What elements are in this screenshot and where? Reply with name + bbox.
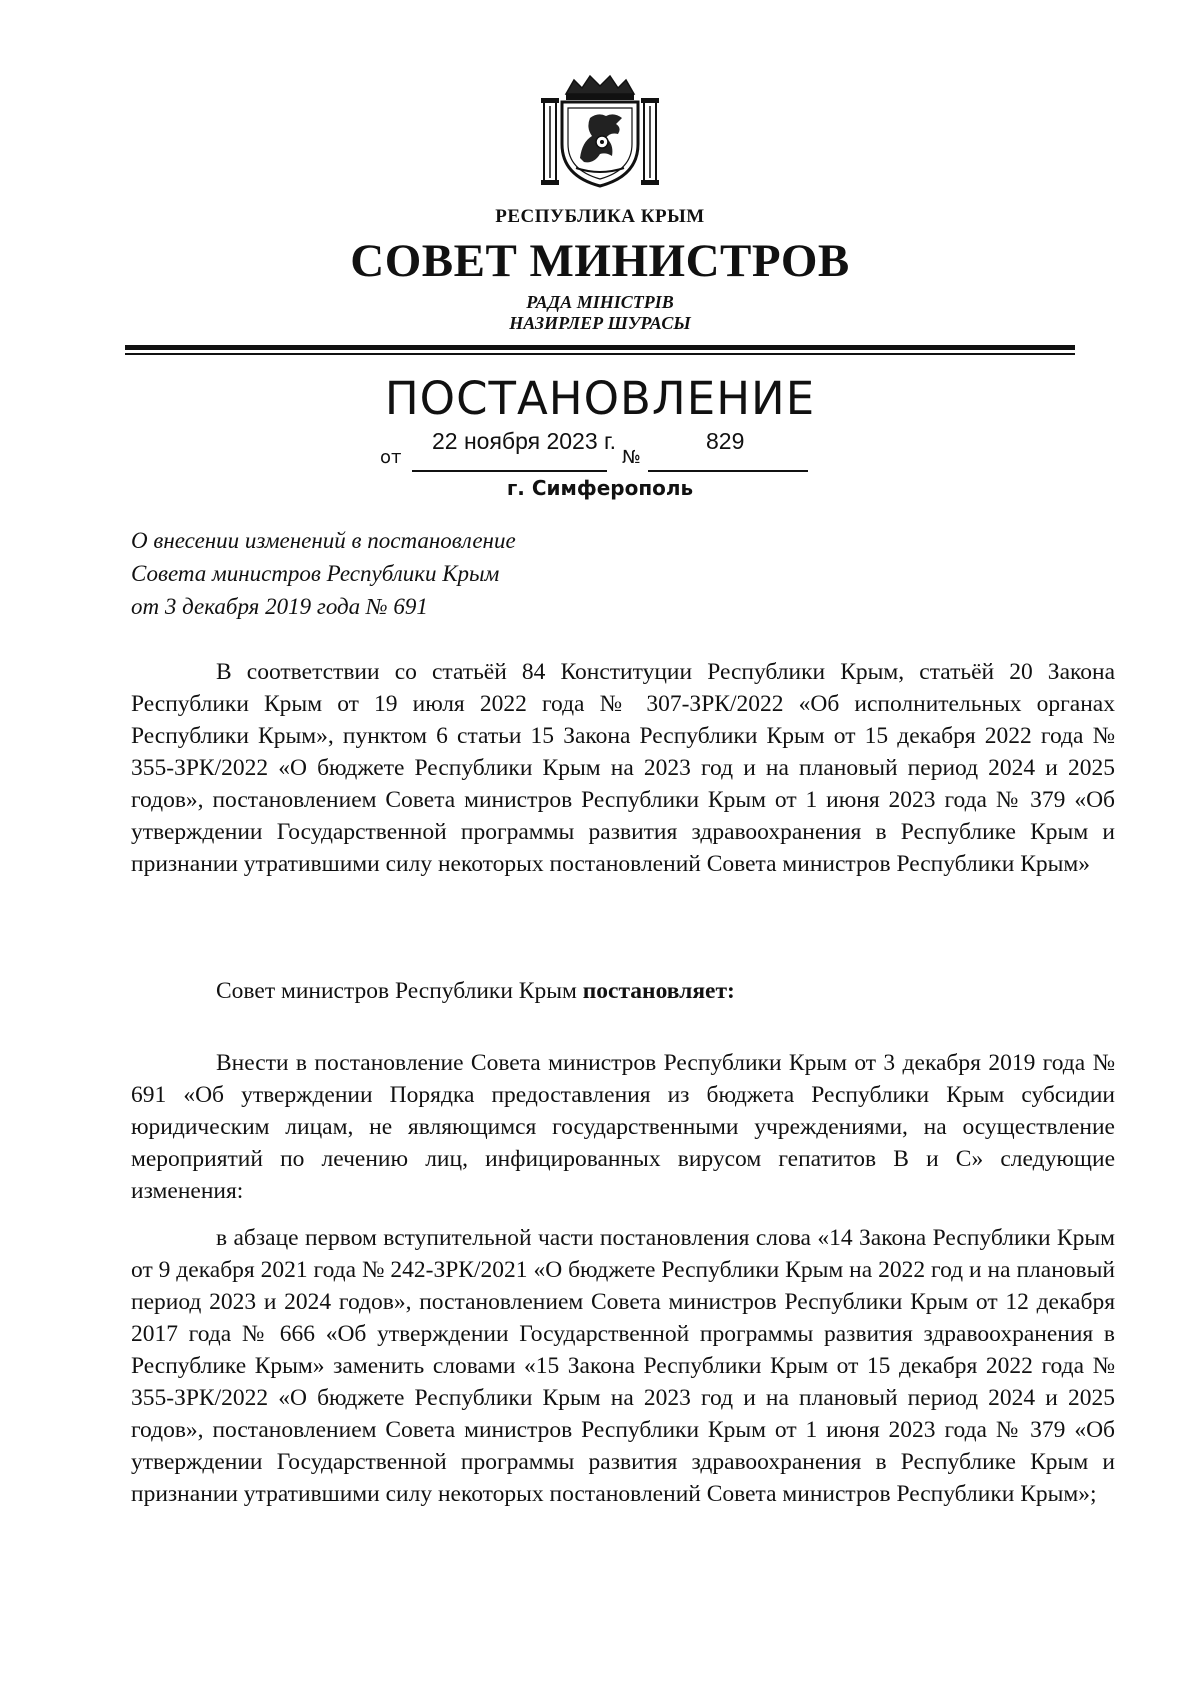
resolution-verb: постановляет: xyxy=(582,978,735,1004)
header-divider-thick xyxy=(125,345,1075,350)
coat-of-arms-icon xyxy=(536,72,664,190)
decree-city: г. Симферополь xyxy=(506,476,694,500)
preamble-paragraph: В соответствии со статьёй 84 Конституции Республики Крым, статьёй 20 Закона Республики Крым от 19 июля 2022 года № 307-ЗРК/2022 «Об исполнительных органах Республики Крым», пунктом 6 статьи 15 Закона Республики Крым от 15 декабря 2022 года № 355-ЗРК/2022 «О бюджете Республики Крым на 2023 год и на плановый период 2024 и 2025 годов», постановлением Совета министров Республики Крым от 1 июня 2023 года № 379 «Об утверждении Государственной программы развития здравоохранения в Республике Крым и признании утратившими силу некоторых постановлений Совета министров Республики Крым» xyxy=(131,659,1115,877)
decree-number: 829 xyxy=(706,428,745,454)
amendment-item-paragraph: в абзаце первом вступительной части постановления слова «14 Закона Республики Крым от 9 декабря 2021 года № 242-ЗРК/2021 «О бюджете Республики Крым на 2022 год и на плановый период 2023 и 2024 годов», постановлением Совета министров Республики Крым от 12 декабря 2017 года № 666 «Об утверждении Государственной программы развития здравоохранения в Республике Крым» заменить словами «15 Закона Республики Крым от 15 декабря 2022 года № 355-ЗРК/2022 «О бюджете Республики Крым на 2023 год и на плановый период 2024 и 2025 годов», постановлением Совета министров Республики Крым от 1 июня 2023 года № 379 «Об утверждении Государственной программы развития здравоохранения в Республике Крым и признании утратившими силу некоторых постановлений Совета министров Республики Крым»; xyxy=(131,1225,1115,1507)
council-name-ukrainian: РАДА МІНІСТРІВ xyxy=(526,292,674,312)
subject-line-1: О внесении изменений в постановление xyxy=(131,528,516,553)
resolution-lead: Совет министров Республики Крым xyxy=(216,978,583,1004)
subject-line-2: Совета министров Республики Крым xyxy=(131,561,500,586)
subject-line-3: от 3 декабря 2019 года № 691 xyxy=(131,594,428,619)
document-type-title: ПОСТАНОВЛЕНИЕ xyxy=(384,372,816,425)
decree-subject xyxy=(131,524,516,623)
date-underline xyxy=(412,470,607,472)
decree-date: 22 ноября 2023 г. xyxy=(432,428,616,454)
council-name: СОВЕТ МИНИСТРОВ xyxy=(350,235,850,287)
republic-name: РЕСПУБЛИКА КРЫМ xyxy=(495,206,705,227)
header-divider-thin xyxy=(125,353,1075,355)
resolution-statement xyxy=(131,975,1115,1007)
number-underline xyxy=(648,470,808,472)
date-label: от xyxy=(380,447,402,468)
amendment-intro-paragraph: Внести в постановление Совета министров Республики Крым от 3 декабря 2019 года № 691 «Об утверждении Порядка предоставления из бюджета Республики Крым субсидии юридическим лицам, не являющимся государственными учреждениями, на осуществление мероприятий по лечению лиц, инфицированных вирусом гепатитов В и С» следующие изменения: xyxy=(131,1050,1115,1204)
council-name-crimean-tatar: НАЗИРЛЕР ШУРАСЫ xyxy=(509,313,691,333)
number-label: № xyxy=(622,447,641,468)
